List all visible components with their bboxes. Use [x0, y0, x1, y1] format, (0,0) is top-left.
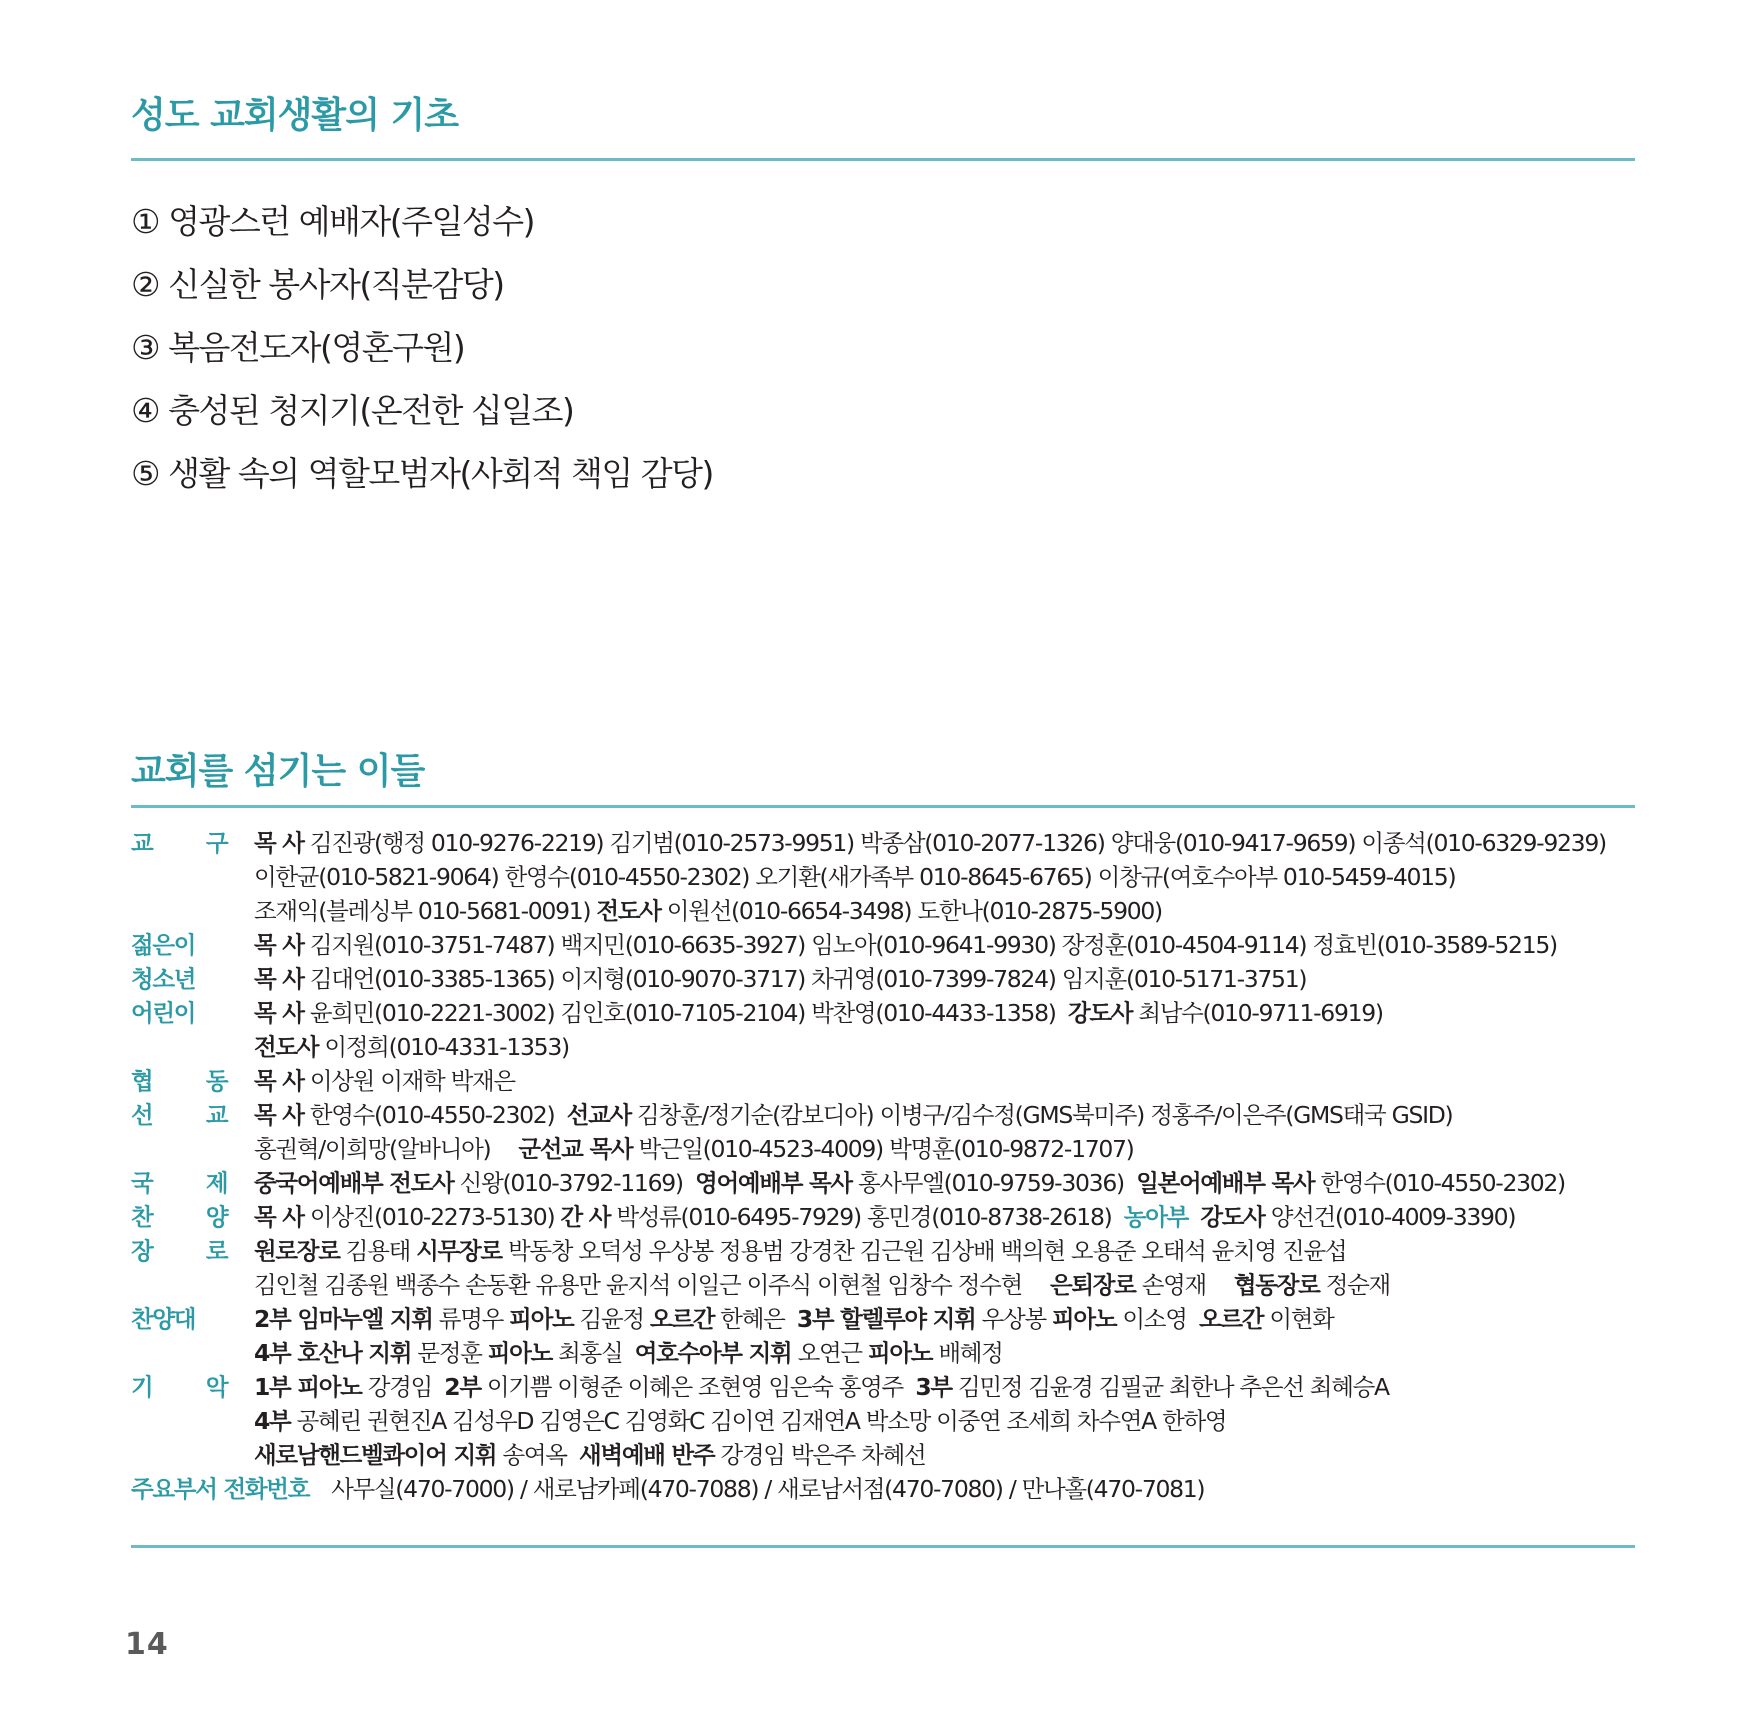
staff-names: 강경임: [367, 1373, 432, 1401]
staff-names: 오연근: [797, 1339, 862, 1367]
role-title: 피아노: [867, 1339, 933, 1367]
staff-row-gyogu: [131, 826, 1651, 928]
role-title: 강도사: [1067, 999, 1133, 1027]
staff-names: 김창훈/정기순(캄보디아) 이병구/김수정(GMS북미주) 정홍주/이은주(GMS태국 GSID): [637, 1101, 1453, 1129]
staff-names: 이한균(010-5821-9064) 한영수(010-4550-2302) 오기환(새가족부 010-8645-6765) 이창규(여호수아부 010-5459-4015): [254, 863, 1456, 891]
role-title: 목 사: [254, 1067, 304, 1095]
category-label: 찬양대: [131, 1305, 196, 1333]
staff-names: 이소영: [1122, 1305, 1187, 1333]
staff-row-instrumental: [131, 1370, 1651, 1472]
staff-names: 김윤정: [579, 1305, 644, 1333]
staff-row-praise: [131, 1200, 1651, 1234]
staff-names: 김인철 김종원 백종수 손동환 유용만 윤지석 이일근 이주식 이현철 임창수 정수현: [254, 1271, 1022, 1299]
staff-title: 교회를 섬기는 이들: [131, 751, 425, 792]
role-title: 오르간: [649, 1305, 715, 1333]
category-label: 젊은이: [131, 931, 196, 959]
staff-names: 공혜린 권현진A 김성우D 김영은C 김영화C 김이연 김재연A 박소망 이중연 조세희 차수연A 한하영: [296, 1407, 1227, 1435]
role-title: 오르간: [1198, 1305, 1264, 1333]
staff-row-elders: [131, 1234, 1651, 1302]
basics-item: ③ 복음전도자(영혼구원): [131, 328, 465, 367]
staff-row-international: [131, 1166, 1651, 1200]
staff-row-young: [131, 928, 1651, 962]
role-title: 피아노: [487, 1339, 552, 1367]
staff-names: 이원선(010-6654-3498) 도한나(010-2875-5900): [666, 897, 1162, 925]
basics-item: ① 영광스런 예배자(주일성수): [131, 202, 534, 241]
staff-divider-bottom: [131, 1545, 1635, 1548]
category-label: 선 교: [131, 1101, 251, 1129]
role-title: 피아노: [1052, 1305, 1117, 1333]
role-title: 새로남핸드벨콰이어 지휘: [254, 1441, 497, 1469]
staff-names: 이상진(010-2273-5130): [309, 1203, 555, 1231]
staff-names: 손영재: [1141, 1271, 1206, 1299]
staff-names: 윤희민(010-2221-3002) 김인호(010-7105-2104) 박찬영(010-4433-1358): [309, 999, 1056, 1027]
staff-names: 신왕(010-3792-1169): [459, 1169, 683, 1197]
staff-names: 김지원(010-3751-7487) 백지민(010-6635-3927) 임노아(010-9641-9930) 장정훈(010-4504-9114) 정효빈(010-3589-5215): [309, 931, 1557, 959]
role-title: 4부: [254, 1407, 291, 1435]
role-title: 중국어예배부 전도사: [254, 1169, 454, 1197]
role-title: 시무장로: [416, 1237, 502, 1265]
role-title: 은퇴장로: [1049, 1271, 1136, 1299]
role-title: 전도사: [596, 897, 661, 925]
staff-names: 한영수(010-4550-2302): [309, 1101, 555, 1129]
staff-names: 이정희(010-4331-1353): [324, 1033, 569, 1061]
role-title: 협동장로: [1233, 1271, 1320, 1299]
category-label: 청소년: [131, 965, 196, 993]
role-title: 2부: [444, 1373, 481, 1401]
category-label: 장 로: [131, 1237, 251, 1265]
staff-names: 우상봉: [981, 1305, 1046, 1333]
staff-names: 최남수(010-9711-6919): [1138, 999, 1383, 1027]
staff-names: 김진광(행정 010-9276-2219) 김기범(010-2573-9951) 박종삼(010-2077-1326) 양대웅(010-9417-9659) 이종석(010-6329-9239): [309, 829, 1606, 857]
page-number: 14: [125, 1627, 169, 1662]
role-title: 목 사: [254, 1101, 304, 1129]
basics-title: 성도 교회생활의 기초: [131, 95, 459, 136]
staff-names: 양선건(010-4009-3390): [1270, 1203, 1516, 1231]
staff-row-phones: [131, 1472, 1651, 1506]
staff-names: 류명우: [438, 1305, 503, 1333]
role-title: 목 사: [254, 931, 304, 959]
staff-names: 박근일(010-4523-4009) 박명훈(010-9872-1707): [638, 1135, 1134, 1163]
staff-row-choir: [131, 1302, 1651, 1370]
role-title: 피아노: [509, 1305, 574, 1333]
staff-names: 김대언(010-3385-1365) 이지형(010-9070-3717) 차귀영(010-7399-7824) 임지훈(010-5171-3751): [309, 965, 1307, 993]
category-label: 기 악: [131, 1373, 251, 1401]
staff-row-cooperation: [131, 1064, 1651, 1098]
basics-list: [131, 190, 713, 505]
role-title: 선교사: [566, 1101, 631, 1129]
dept-label: 농아부: [1123, 1203, 1189, 1231]
staff-names: 이현화: [1269, 1305, 1334, 1333]
role-title: 3부: [915, 1373, 952, 1401]
staff-names: 박동창 오덕성 우상봉 정용범 강경찬 김근원 김상배 백의현 오용준 오태석 윤치영 진윤섭: [507, 1237, 1347, 1265]
role-title: 전도사: [254, 1033, 319, 1061]
staff-names: 김용태: [345, 1237, 410, 1265]
role-title: 1부 피아노: [254, 1373, 362, 1401]
role-title: 영어예배부 목사: [695, 1169, 852, 1197]
staff-names: 조재익(블레싱부 010-5681-0091): [254, 897, 591, 925]
role-title: 4부 호산나 지휘: [254, 1339, 412, 1367]
category-label: 어린이: [131, 999, 196, 1027]
role-title: 2부 임마누엘 지휘: [254, 1305, 433, 1333]
basics-divider: [131, 158, 1635, 161]
basics-item: ⑤ 생활 속의 역할모범자(사회적 책임 감당): [131, 454, 713, 493]
role-title: 강도사: [1200, 1203, 1265, 1231]
role-title: 목 사: [254, 829, 304, 857]
role-title: 원로장로: [254, 1237, 340, 1265]
category-label: 찬 양: [131, 1203, 251, 1231]
role-title: 3부 할렐루야 지휘: [796, 1305, 976, 1333]
staff-names: 강경임 박은주 차혜선: [720, 1441, 926, 1469]
role-title: 여호수아부 지휘: [634, 1339, 792, 1367]
role-title: 목 사: [254, 999, 304, 1027]
staff-row-children: [131, 996, 1651, 1064]
role-title: 간 사: [560, 1203, 611, 1231]
staff-names: 최홍실: [558, 1339, 623, 1367]
role-title: 군선교 목사: [518, 1135, 633, 1163]
staff-names: 홍사무엘(010-9759-3036): [857, 1169, 1124, 1197]
staff-divider-top: [131, 805, 1635, 808]
role-title: 목 사: [254, 1203, 304, 1231]
phones-text: 사무실(470-7000) / 새로남카페(470-7088) / 새로남서점(470-7080) / 만나홀(470-7081): [331, 1475, 1205, 1503]
basics-item: ④ 충성된 청지기(온전한 십일조): [131, 391, 574, 430]
staff-names: 이상원 이재학 박재은: [309, 1067, 515, 1095]
category-label: 교 구: [131, 829, 251, 857]
staff-names: 홍권혁/이희망(알바니아): [254, 1135, 491, 1163]
staff-names: 한영수(010-4550-2302): [1320, 1169, 1565, 1197]
staff-names: 이기쁨 이형준 이혜은 조현영 임은숙 홍영주: [486, 1373, 903, 1401]
basics-item: ② 신실한 봉사자(직분감당): [131, 265, 504, 304]
staff-row-mission: [131, 1098, 1651, 1166]
staff-names: 송여옥: [502, 1441, 567, 1469]
role-title: 목 사: [254, 965, 304, 993]
staff-row-youth: [131, 962, 1651, 996]
staff-names: 문정훈: [417, 1339, 482, 1367]
category-label: 국 제: [131, 1169, 251, 1197]
staff-names: 김민정 김윤경 김필균 최한나 추은선 최혜승A: [957, 1373, 1389, 1401]
staff-directory: [131, 826, 1651, 1506]
staff-names: 박성류(010-6495-7929) 홍민경(010-8738-2618): [616, 1203, 1112, 1231]
staff-names: 한혜은: [720, 1305, 785, 1333]
role-title: 새벽예배 반주: [579, 1441, 715, 1469]
role-title: 일본어예배부 목사: [1136, 1169, 1315, 1197]
phones-label: 주요부서 전화번호: [131, 1475, 310, 1503]
category-label: 협 동: [131, 1067, 251, 1095]
staff-names: 정순재: [1325, 1271, 1390, 1299]
staff-names: 배혜정: [938, 1339, 1003, 1367]
